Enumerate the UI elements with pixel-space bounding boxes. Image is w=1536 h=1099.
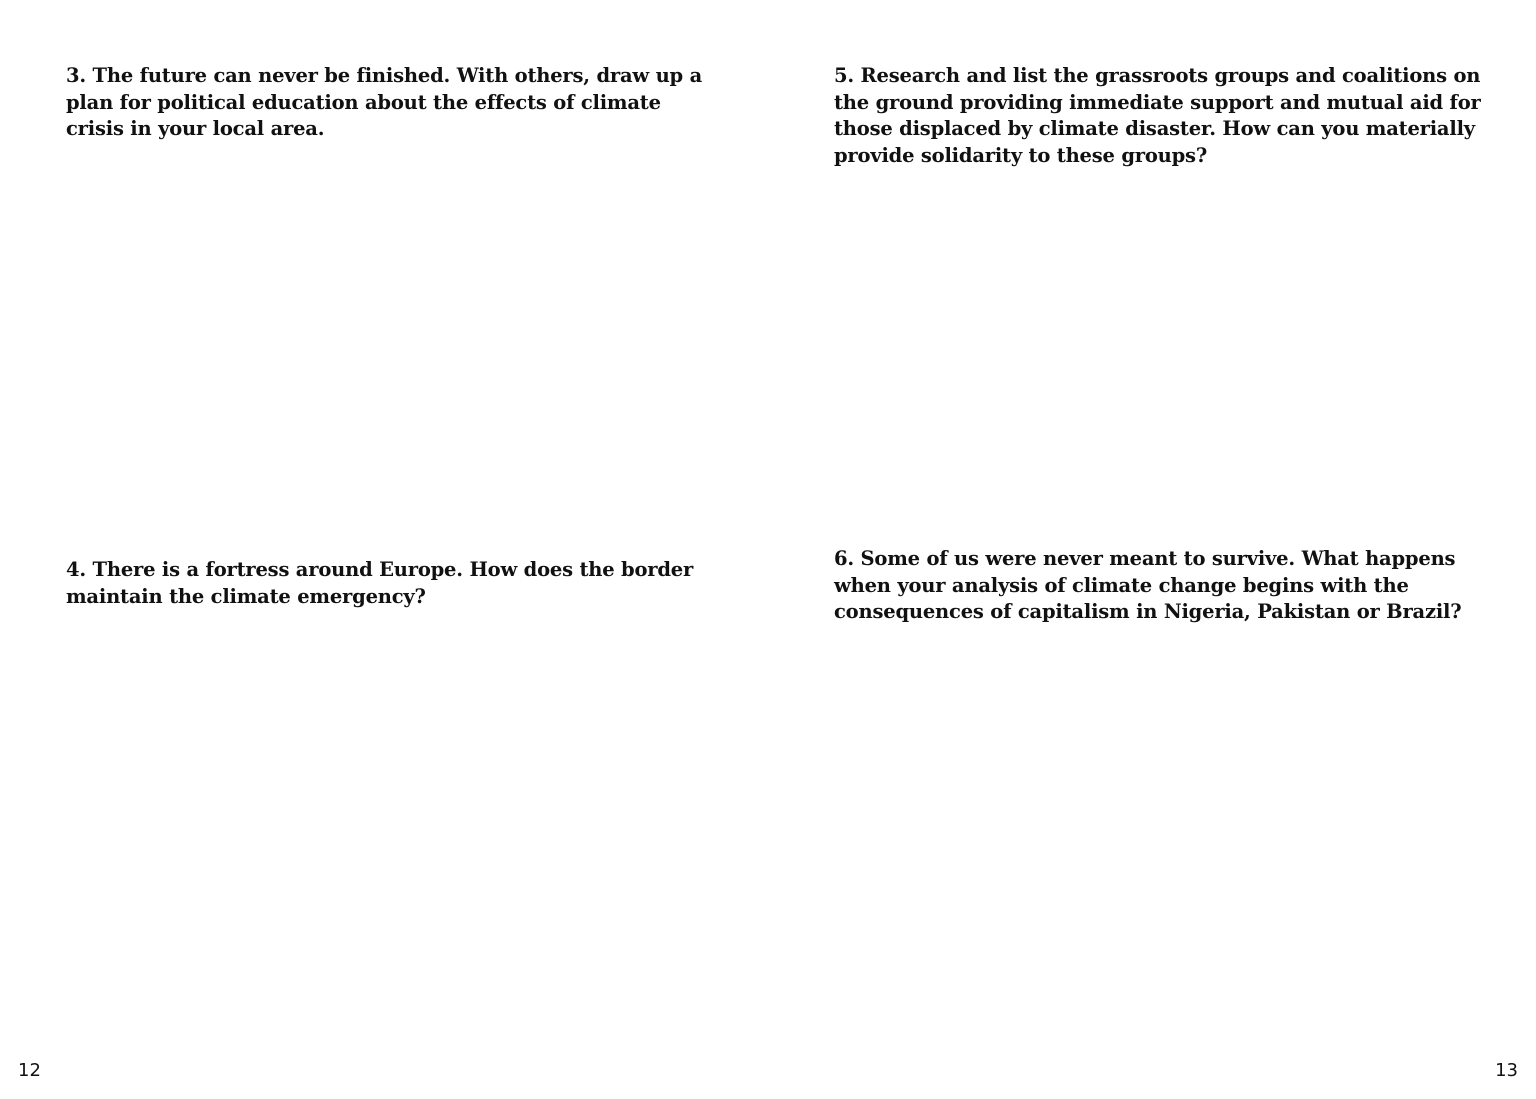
prompt-3: 3. The future can never be finished. With others, draw up a plan for political education about the effects of climate crisis in your local area.: [66, 64, 703, 140]
prompt-5: 5. Research and list the grassroots groups and coalitions on the ground providing immediate support and mutual aid for those displaced by climate disaster. How can you materially provide solidarity to these groups?: [834, 64, 1481, 167]
page-number-left: 12: [18, 1060, 41, 1081]
prompt-6: 6. Some of us were never meant to survive. What happens when your analysis of climate change begins with the consequences of capitalism in Nigeria, Pakistan or Brazil?: [834, 547, 1462, 623]
prompt-4: 4. There is a fortress around Europe. How does the border maintain the climate emergency?: [66, 558, 694, 608]
page-number-right: 13: [1495, 1060, 1518, 1081]
right-page: [768, 0, 1536, 1099]
